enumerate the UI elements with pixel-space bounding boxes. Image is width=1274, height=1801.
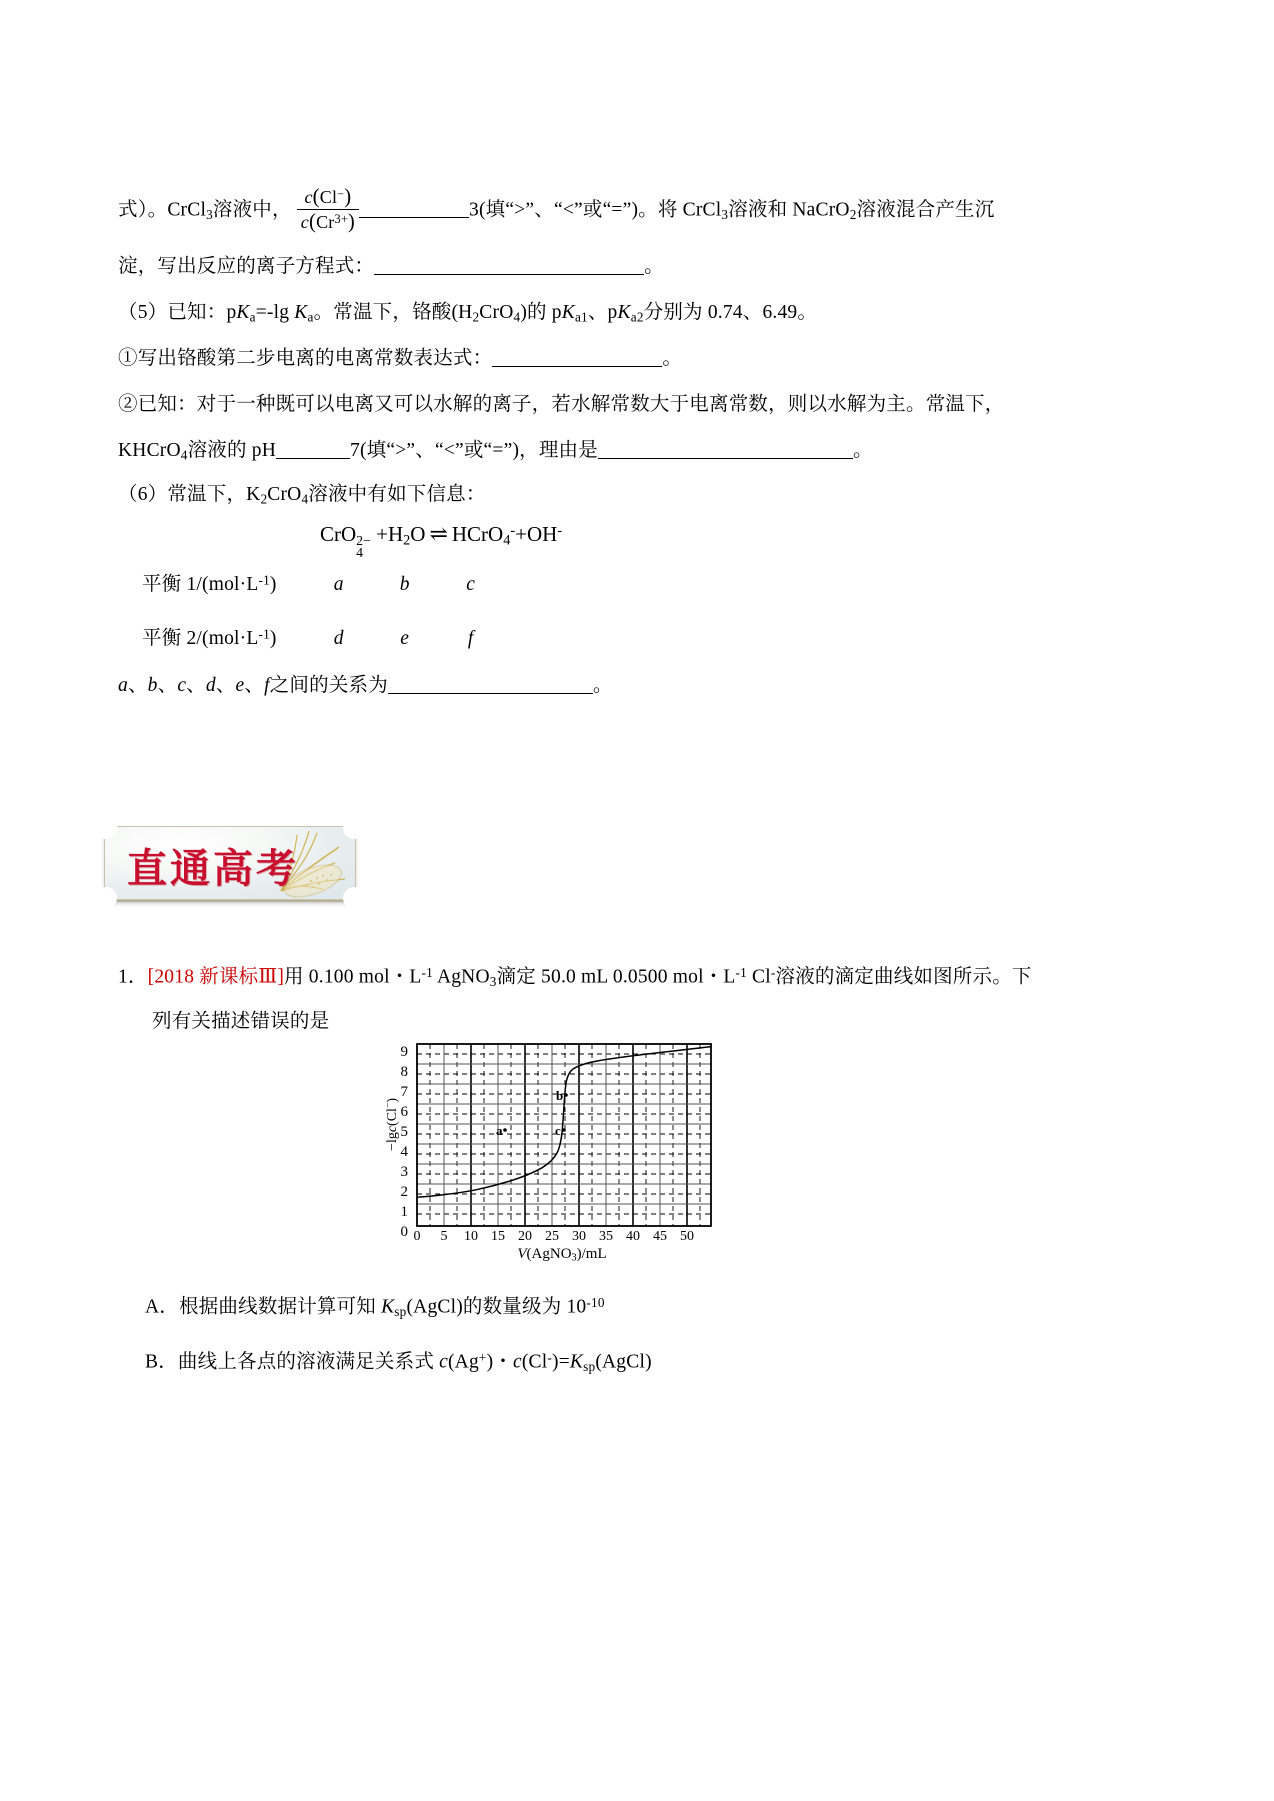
concentration-ratio-fraction bbox=[297, 185, 359, 235]
fraction-numerator: c(Cl−) bbox=[304, 186, 352, 208]
rel-end: 。 bbox=[592, 675, 613, 696]
question-number: 1． bbox=[118, 966, 148, 988]
titration-curve-chart bbox=[386, 1040, 738, 1272]
s5-head-e: )的 p bbox=[520, 302, 562, 323]
ytick-6: 6 bbox=[400, 1104, 408, 1120]
ytick-3: 3 bbox=[400, 1164, 408, 1180]
section6-relation-line: a、b、c、d、e、f之间的关系为 。 bbox=[118, 675, 613, 696]
banner-notch-top-left bbox=[95, 817, 117, 839]
section5-heading bbox=[118, 303, 817, 324]
row2-value-f: f bbox=[467, 627, 474, 649]
section5-item2-line2 bbox=[118, 441, 873, 462]
s4-sub-nacro2: 2 bbox=[849, 206, 857, 222]
s5-khcro4-sub: 4 bbox=[180, 447, 188, 463]
row1-label-sup: -1 bbox=[258, 572, 270, 587]
answer-blank-relation[interactable] bbox=[388, 693, 593, 694]
option-b-c2: c bbox=[513, 1351, 522, 1373]
s5-K1: K bbox=[236, 302, 250, 323]
banner-notch-bottom-left bbox=[95, 887, 117, 909]
option-b-ion1-sup: + bbox=[478, 1350, 487, 1365]
ytick-1: 1 bbox=[400, 1204, 408, 1220]
section4-line1 bbox=[118, 186, 994, 236]
s5-sub-a1b: a1 bbox=[574, 309, 588, 325]
titration-curve-path bbox=[417, 1047, 711, 1198]
y-title-c: c bbox=[384, 1125, 400, 1133]
option-b-ion2-sup: - bbox=[547, 1350, 553, 1365]
s6-sub-4: 4 bbox=[301, 491, 309, 507]
s5-head-f: 、p bbox=[587, 302, 618, 323]
row2-label bbox=[142, 628, 277, 649]
numerator-c: c bbox=[304, 187, 313, 207]
gaokao-question-line1 bbox=[118, 966, 1032, 988]
chart-plot-area bbox=[416, 1040, 712, 1236]
s5-head-d: CrO bbox=[479, 302, 514, 323]
xtick-35: 35 bbox=[599, 1229, 613, 1244]
s5-item2-text: ②已知：对于一种既可以电离又可以水解的离子，若水解常数大于电离常数，则以水解为主。常温下， bbox=[118, 394, 1005, 415]
chart-label-a: a bbox=[496, 1123, 503, 1138]
s5-sub-a2: a bbox=[307, 309, 314, 325]
option-b-K-sub: sp bbox=[583, 1359, 596, 1374]
eq-water-o: O bbox=[410, 522, 426, 546]
xtick-50: 50 bbox=[680, 1229, 694, 1244]
chart-point-c bbox=[562, 1128, 566, 1132]
answer-blank-ratio[interactable] bbox=[359, 217, 469, 218]
stem-d: Cl bbox=[746, 966, 771, 988]
chart-point-a bbox=[503, 1128, 507, 1132]
stem-c: 滴定 50.0 mL 0.0500 mol・L bbox=[496, 966, 736, 988]
ytick-7: 7 bbox=[400, 1084, 408, 1100]
section4-line2 bbox=[118, 257, 664, 277]
banner-plaque-background bbox=[104, 826, 356, 900]
s6-head-a: （6）常温下，K bbox=[118, 484, 261, 505]
section6-heading bbox=[118, 485, 486, 506]
chart-label-b: b bbox=[556, 1088, 564, 1103]
section6-equilibrium-equation bbox=[320, 521, 563, 561]
equilibrium-row-2 bbox=[142, 627, 504, 648]
banner-title: 直通高考 bbox=[127, 845, 299, 892]
option-a[interactable] bbox=[145, 1296, 605, 1318]
eq-plus-h: +H bbox=[376, 522, 404, 546]
xtick-10: 10 bbox=[464, 1229, 478, 1244]
stem-sub1: 3 bbox=[489, 974, 497, 989]
answer-blank-ph-compare[interactable] bbox=[276, 458, 350, 459]
s5-item1-end: 。 bbox=[662, 348, 683, 369]
s4-text-a: 式）。CrCl bbox=[118, 199, 207, 221]
row1-label bbox=[142, 574, 277, 595]
rel-e: e bbox=[235, 675, 245, 696]
x-title-rest-a: (AgNO bbox=[526, 1246, 572, 1262]
option-b-letter: B． bbox=[145, 1351, 178, 1373]
option-b-text-a: 曲线上各点的溶液满足关系式 bbox=[177, 1351, 440, 1373]
fraction-denominator: $c(Cr^{3+})$ bbox=[297, 209, 359, 234]
eq-cro4-sub: 4 bbox=[356, 545, 364, 561]
option-b-ion2-end: )= bbox=[552, 1351, 570, 1373]
xtick-0: 0 bbox=[413, 1229, 421, 1244]
s5-K3: K bbox=[561, 302, 575, 323]
ytick-0: 0 bbox=[400, 1224, 408, 1240]
s4-sub-crcl3: 3 bbox=[721, 206, 729, 222]
row1-value-a: a bbox=[333, 573, 344, 595]
option-b-ion1: (Ag bbox=[447, 1351, 479, 1373]
row2-label-b: ) bbox=[269, 627, 277, 649]
s5-ph-text: 溶液的 pH bbox=[187, 440, 276, 461]
xtick-15: 15 bbox=[491, 1229, 505, 1244]
option-a-K: K bbox=[381, 1296, 395, 1318]
rel-c: c bbox=[177, 675, 187, 696]
s5-sub-h2: 2 bbox=[472, 309, 480, 325]
denominator-c: c bbox=[300, 212, 309, 233]
row1-value-b: b bbox=[399, 573, 410, 595]
question-source: [2018 新课标Ⅲ] bbox=[147, 966, 285, 988]
s6-head-b: CrO bbox=[267, 484, 302, 505]
option-a-sup: -10 bbox=[586, 1295, 605, 1310]
s4-line2-end: 。 bbox=[644, 256, 664, 277]
s5-sub-a2c: a2 bbox=[630, 309, 644, 325]
s6-sub-2: 2 bbox=[260, 491, 268, 507]
s5-item1-text: ①写出铬酸第二步电离的电离常数表达式： bbox=[118, 348, 493, 369]
ytick-2: 2 bbox=[400, 1184, 408, 1200]
eq-plus-oh: +OH bbox=[515, 522, 558, 546]
y-title-rest: (Cl bbox=[384, 1108, 400, 1126]
ytick-4: 4 bbox=[400, 1144, 408, 1160]
rel-text: 之间的关系为 bbox=[269, 675, 388, 696]
s5-sub-a1: a bbox=[249, 309, 256, 325]
stem-sup2: -1 bbox=[735, 965, 747, 980]
eq-h2o-sub: 2 bbox=[403, 532, 411, 549]
s4-text-e: 溶液混合产生沉 bbox=[856, 199, 995, 221]
option-b-K: K bbox=[569, 1351, 584, 1373]
gaokao-question-line2 bbox=[152, 1012, 329, 1032]
equilibrium-arrow-icon: ⇌ bbox=[429, 521, 448, 546]
option-a-text-b: (AgCl)的数量级为 10 bbox=[406, 1296, 587, 1318]
s5-khcro4: KHCrO bbox=[118, 440, 181, 461]
ytick-9: 9 bbox=[400, 1044, 408, 1060]
rel-a: a bbox=[118, 675, 128, 696]
row2-value-d: d bbox=[333, 627, 344, 649]
stem-e: 溶液的滴定曲线如图所示。下 bbox=[775, 966, 1032, 988]
chart-x-axis-title bbox=[386, 1246, 738, 1264]
eq-species-cro4: CrO bbox=[320, 522, 357, 546]
s6-head-c: 溶液中有如下信息： bbox=[308, 484, 486, 505]
xtick-5: 5 bbox=[440, 1229, 448, 1244]
rel-f: f bbox=[264, 675, 270, 696]
option-b-ion2: (Cl bbox=[521, 1351, 548, 1373]
denominator-ion: Cr bbox=[316, 212, 335, 233]
option-b-c1: c bbox=[439, 1351, 448, 1373]
row2-label-a: 平衡 2/(mol·L bbox=[142, 627, 259, 649]
row1-value-c: c bbox=[466, 573, 476, 595]
answer-blank-ka2-expression[interactable] bbox=[492, 366, 662, 367]
numerator-charge: − bbox=[337, 186, 345, 201]
s4-sub-3: 3 bbox=[206, 206, 213, 222]
section-banner bbox=[104, 826, 354, 904]
y-title-close: ) bbox=[384, 1098, 400, 1103]
s5-head-c: 。常温下，铬酸(H bbox=[313, 302, 473, 323]
eq-cro4-charge: 2− bbox=[356, 533, 371, 549]
denominator-charge: 3+ bbox=[334, 212, 348, 227]
row1-label-a: 平衡 1/(mol·L bbox=[142, 573, 259, 595]
row2-value-e: e bbox=[400, 627, 410, 649]
eq-hcro4-charge: - bbox=[510, 523, 516, 540]
x-title-sub: 3 bbox=[571, 1252, 577, 1264]
option-a-K-sub: sp bbox=[394, 1304, 407, 1319]
s5-head-g: 分别为 0.74、6.49。 bbox=[643, 302, 818, 323]
y-title-minus-lg: −lg bbox=[384, 1132, 400, 1151]
numerator-ion: Cl bbox=[319, 187, 338, 207]
answer-blank-ionic-equation[interactable] bbox=[374, 274, 644, 275]
stem-sup1: -1 bbox=[421, 965, 433, 980]
xtick-25: 25 bbox=[545, 1229, 559, 1244]
s5-K4: K bbox=[617, 302, 631, 323]
row1-label-b: ) bbox=[269, 573, 277, 595]
xtick-45: 45 bbox=[653, 1229, 667, 1244]
y-title-sup: − bbox=[384, 1102, 394, 1109]
s5-sub-o4: 4 bbox=[513, 309, 521, 325]
x-title-rest-b: )/mL bbox=[576, 1246, 607, 1262]
s5-head-b: =-lg bbox=[255, 302, 295, 323]
s4-text-b: 溶液中， bbox=[212, 199, 292, 221]
ytick-8: 8 bbox=[400, 1064, 408, 1080]
s5-fill-hint: 7(填“>”、“<”或“=”)，理由是 bbox=[350, 440, 598, 461]
option-a-text-a: 根据曲线数据计算可知 bbox=[178, 1296, 382, 1318]
chart-point-b bbox=[564, 1093, 568, 1097]
section5-item2-line1 bbox=[118, 395, 1005, 415]
row2-label-sup: -1 bbox=[258, 626, 270, 641]
stem-b: AgNO bbox=[432, 966, 490, 988]
chart-label-c: c bbox=[555, 1123, 561, 1138]
option-a-letter: A． bbox=[145, 1296, 179, 1318]
s5-item2-end: 。 bbox=[852, 440, 873, 461]
eq-hcro4-sub: 4 bbox=[503, 532, 511, 549]
section5-item1 bbox=[118, 349, 682, 369]
xtick-20: 20 bbox=[518, 1229, 532, 1244]
x-title-v: V bbox=[517, 1246, 527, 1262]
option-b-ion1-end: )・ bbox=[486, 1351, 513, 1373]
eq-oh-charge: - bbox=[557, 523, 563, 540]
eq-species-hcro4: HCrO bbox=[451, 522, 504, 546]
xtick-30: 30 bbox=[572, 1229, 586, 1244]
rel-b: b bbox=[147, 675, 158, 696]
equilibrium-row-1 bbox=[142, 573, 504, 594]
s5-K2: K bbox=[294, 302, 308, 323]
stem-a: 用 0.100 mol・L bbox=[284, 966, 422, 988]
rel-d: d bbox=[205, 675, 216, 696]
xtick-40: 40 bbox=[626, 1229, 640, 1244]
stem-line2: 列有关描述错误的是 bbox=[152, 1011, 330, 1032]
option-b[interactable] bbox=[145, 1351, 652, 1373]
s4-line2-text: 淀，写出反应的离子方程式： bbox=[118, 256, 375, 277]
option-b-text-b: (AgCl) bbox=[595, 1351, 652, 1373]
answer-blank-reason[interactable] bbox=[598, 458, 853, 459]
s4-text-d: 溶液和 NaCrO bbox=[728, 199, 850, 221]
ytick-5: 5 bbox=[400, 1124, 408, 1140]
s4-text-c: 3(填“>”、“<”或“=”)。将 CrCl bbox=[469, 199, 722, 221]
stem-sup3: - bbox=[770, 965, 776, 980]
s5-head-a: （5）已知：p bbox=[118, 302, 237, 323]
